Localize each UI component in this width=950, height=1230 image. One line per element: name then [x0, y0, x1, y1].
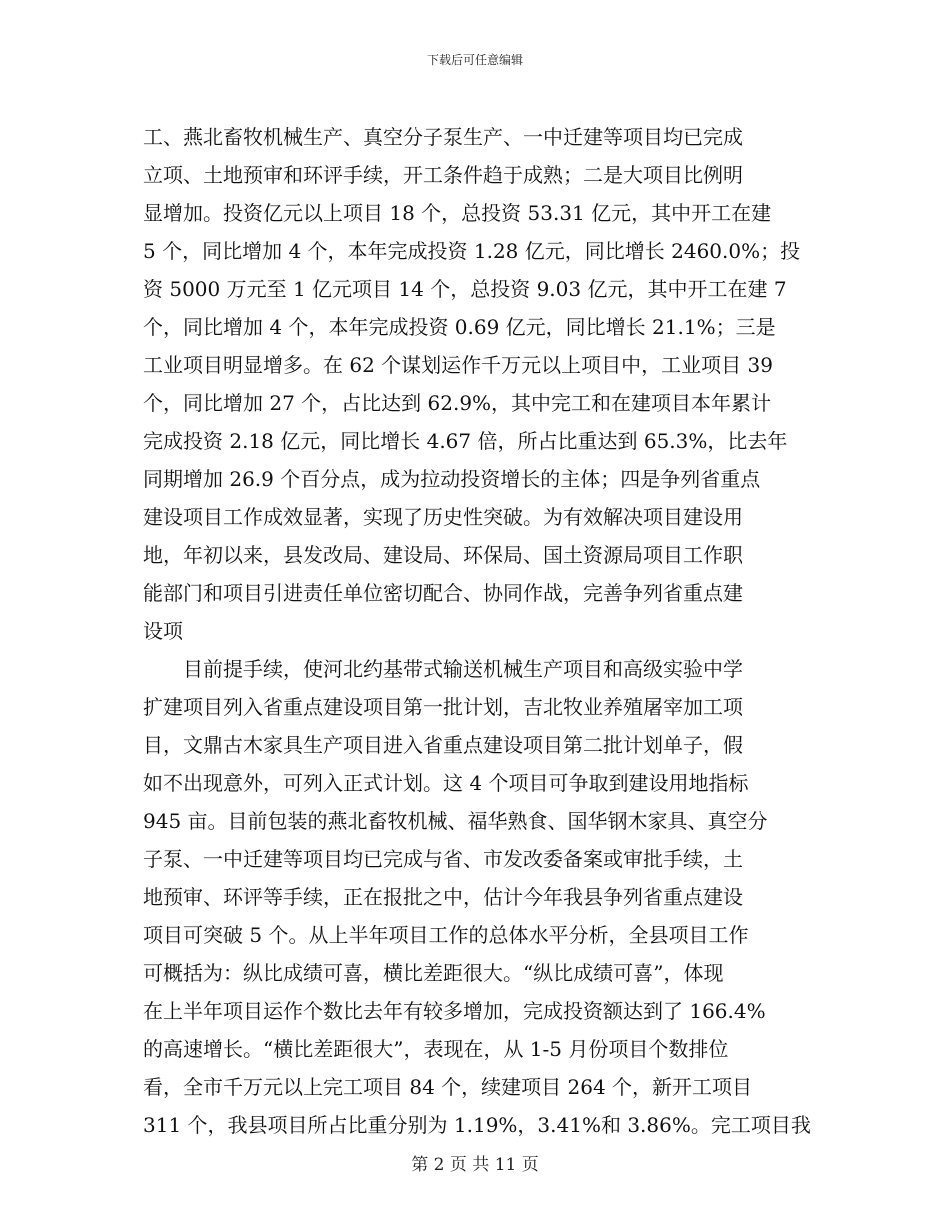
text-line: 目前提手续，使河北约基带式输送机械生产项目和高级实验中学 [183, 657, 743, 681]
text-line: 在上半年项目运作个数比去年有较多增加，完成投资额达到了 166.4% [143, 999, 766, 1023]
text-line: 同期增加 26.9 个百分点，成为拉动投资增长的主体；四是争列省重点 [143, 467, 761, 491]
text-line: 如不出现意外，可列入正式计划。这 4 个项目可争取到建设用地指标 [143, 771, 749, 795]
text-line: 资 5000 万元至 1 亿元项目 14 个，总投资 9.03 亿元，其中开工在建 7 [143, 277, 787, 301]
text-line: 显增加。投资亿元以上项目 18 个，总投资 53.31 亿元，其中开工在建 [143, 201, 772, 225]
text-line: 目，文鼎古木家具生产项目进入省重点建设项目第二批计划单子，假 [143, 733, 743, 757]
text-line: 个，同比增加 27 个，占比达到 62.9%，其中完工和在建项目本年累计 [143, 391, 772, 415]
text-line: 311 个，我县项目所占比重分别为 1.19%，3.41%和 3.86%。完工项目我 [143, 1113, 811, 1137]
text-line: 建设项目工作成效显著，实现了历史性突破。为有效解决项目建设用 [143, 505, 743, 529]
text-line: 立项、土地预审和环评手续，开工条件趋于成熟；二是大项目比例明 [143, 163, 743, 187]
text-line: 地，年初以来，县发改局、建设局、环保局、国土资源局项目工作职 [143, 543, 743, 567]
text-line: 子泵、一中迁建等项目均已完成与省、市发改委备案或审批手续，土 [143, 847, 743, 871]
document-body [143, 118, 813, 1144]
paragraph-1 [143, 118, 813, 650]
text-line: 工业项目明显增多。在 62 个谋划运作千万元以上项目中，工业项目 39 [143, 353, 773, 377]
text-line: 945 亩。目前包装的燕北畜牧机械、福华熟食、国华钢木家具、真空分 [143, 809, 768, 833]
text-line: 扩建项目列入省重点建设项目第一批计划，吉北牧业养殖屠宰加工项 [143, 695, 743, 719]
page-footer: 第 2 页 共 11 页 [411, 1155, 539, 1175]
page-header: 下载后可任意编辑 [426, 53, 523, 67]
text-line: 5 个，同比增加 4 个，本年完成投资 1.28 亿元，同比增长 2460.0%；投 [143, 239, 801, 263]
text-line: 工、燕北畜牧机械生产、真空分子泵生产、一中迁建等项目均已完成 [143, 125, 743, 149]
text-line: 的高速增长。“横比差距很大”，表现在，从 1-5 月份项目个数排位 [143, 1037, 729, 1061]
text-line: 能部门和项目引进责任单位密切配合、协同作战，完善争列省重点建 [143, 581, 743, 605]
text-line: 可概括为：纵比成绩可喜，横比差距很大。“纵比成绩可喜”，体现 [143, 961, 724, 985]
text-line: 看，全市千万元以上完工项目 84 个，续建项目 264 个，新开工项目 [143, 1075, 753, 1099]
text-line: 项目可突破 5 个。从上半年项目工作的总体水平分析，全县项目工作 [143, 923, 749, 947]
paragraph-2 [143, 650, 813, 1144]
text-line: 个，同比增加 4 个，本年完成投资 0.69 亿元，同比增长 21.1%；三是 [143, 315, 776, 339]
text-line: 完成投资 2.18 亿元，同比增长 4.67 倍，所占比重达到 65.3%，比去年 [143, 429, 788, 453]
text-line: 设项 [143, 619, 183, 643]
text-line: 地预审、环评等手续，正在报批之中，估计今年我县争列省重点建设 [143, 885, 743, 909]
